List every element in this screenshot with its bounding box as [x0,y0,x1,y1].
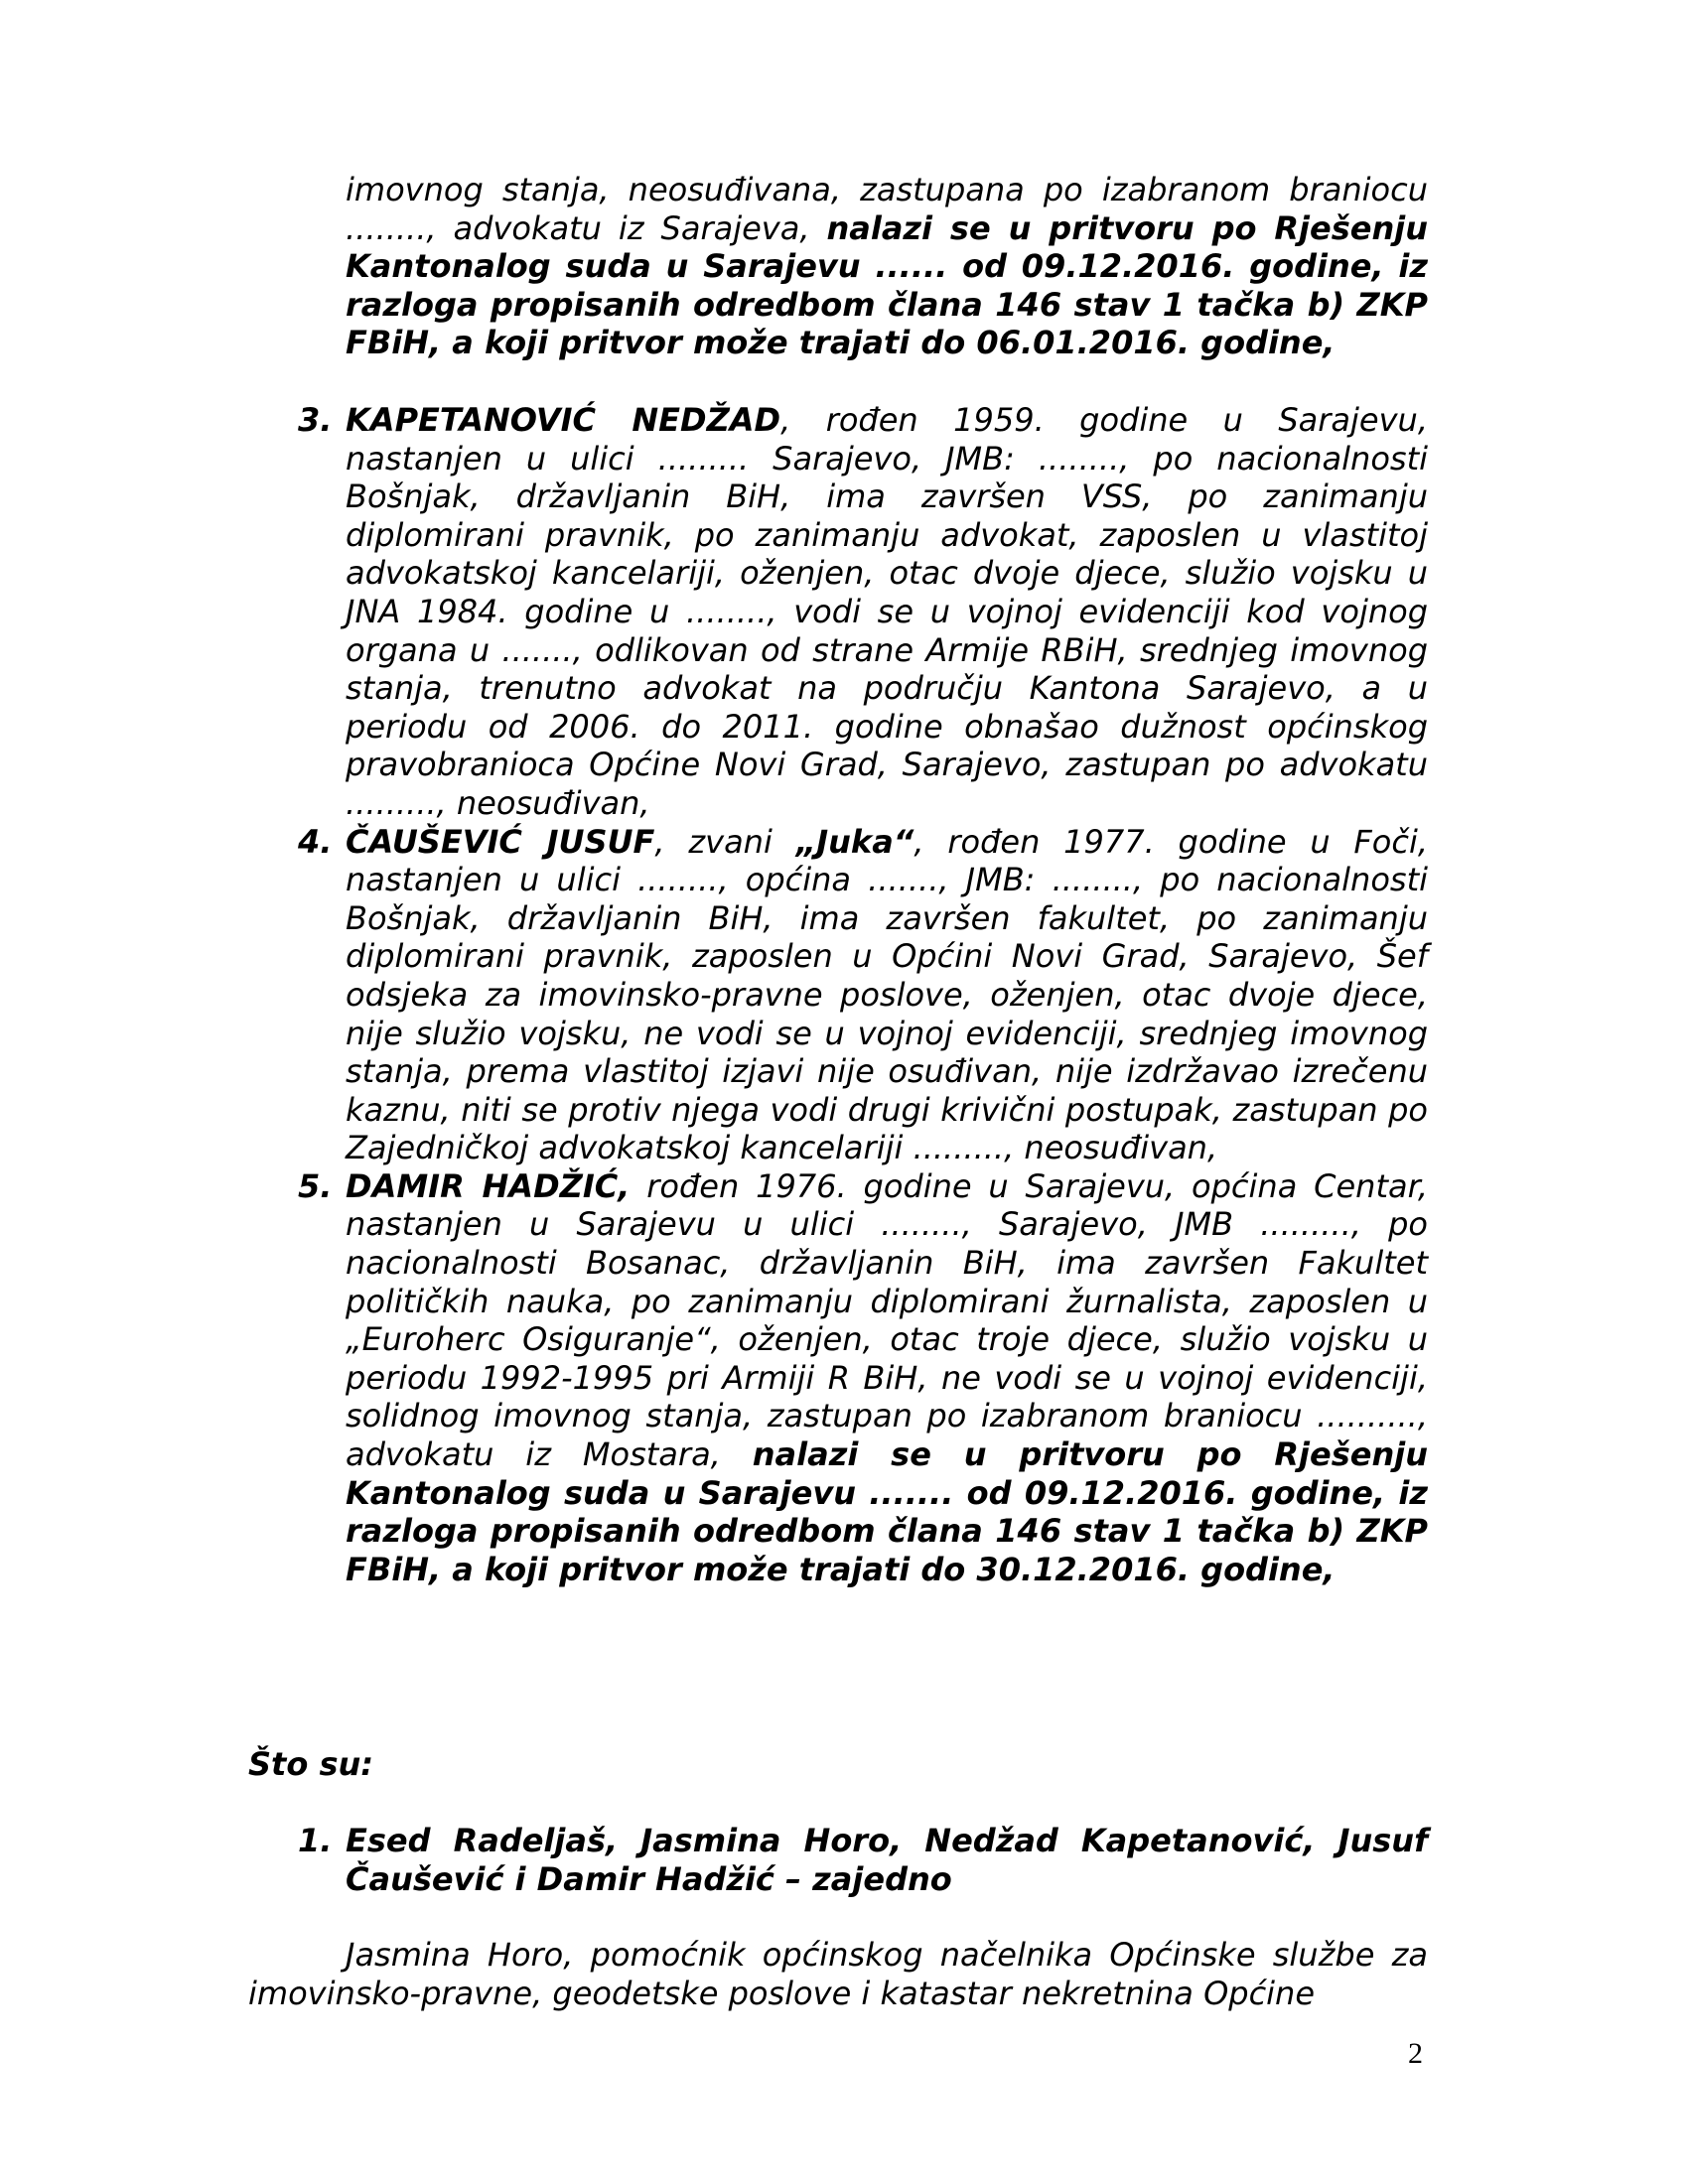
body-paragraph: Jasmina Horo, pomoćnik općinskog načelnika Općinske službe za imovinsko-pravne, geodetske poslove i katastar nekretnina Općine [248,1936,1428,2012]
defendant-details: , rođen 1959. godine u Sarajevu, nastanjen u ulici ......... Sarajevo, JMB: ........, po nacionalnosti Bošnjak, državljanin BiH, ima završen VSS, po zanimanju diplomirani pravnik, po zanimanju advokat, zaposlen u vlastitoj advokatskoj kancelariji, oženjen, otac dvoje djece, služio vojsku u JNA 1984. godine u ........, vodi se u vojnoj evidenciji kod vojnog organa u ......., odlikovan od strane Armije RBiH, srednjeg imovnog stanja, trenutno advokat na području Kantona Sarajevo, a u periodu od 2006. do 2011. godine obnašao dužnost općinskog pravobranioca Općine Novi Grad, Sarajevo, zastupan po advokatu ........., neosuđivan, [346,401,1429,822]
defendant-2-continuation [346,171,1428,362]
defendant-details: rođen 1976. godine u Sarajevu, općina Centar, nastanjen u Sarajevu u ulici ........, Sarajevo, JMB ........., po nacionalnosti Bosanac, državljanin BiH, ima završen Fakultet političkih nauka, po zanimanju diplomirani žurnalista, zaposlen u „Euroherc Osiguranje“, oženjen, otac troje djece, služio vojsku u periodu 1992-1995 pri Armiji R BiH, ne vodi se u vojnoj evidenciji, solidnog imovnog stanja, zastupan po izabranom braniocu .........., advokatu iz Mostara, [346,1166,1429,1474]
continuation-text: imovnog stanja, neosuđivana, zastupana po izabranom braniocu ........, advokatu iz Sarajeva, [346,171,1428,247]
defendant-detention-text: nalazi se u pritvoru po Rješenju Kantonalog suda u Sarajevu ....... od 09.12.2016. godine, iz razloga propisanih odredbom člana 146 stav 1 tačka b) ZKP FBiH, a koji pritvor može trajati do 30.12.2016. godine, [346,1435,1429,1588]
defendant-nickname: „Juka“ [795,822,914,861]
defendant-name: DAMIR HADŽIĆ, [346,1166,631,1205]
list-number: 4. [298,822,333,861]
continuation-detention-text: nalazi se u pritvoru po Rješenju Kantonalog suda u Sarajevu ...... od 09.12.2016. godine, iz razloga propisanih odredbom člana 146 stav 1 tačka b) ZKP FBiH, a koji pritvor može trajati do 06.01.2016. godine, [346,208,1429,362]
defendant-details: , rođen 1977. godine u Foči, nastanjen u ulici ........, općina ......., JMB: ........, po nacionalnosti Bošnjak, državljanin BiH, ima završen fakultet, po zanimanju diplomirani pravnik, zaposlen u Općini Novi Grad, Sarajevo, Šef odsjeka za imovinsko-pravne poslove, oženjen, otac dvoje djece, nije služio vojsku, ne vodi se u vojnoj evidenciji, srednjeg imovnog stanja, prema vlastitoj izjavi nije osuđivan, nije izdržavao izrečenu kaznu, niti se protiv njega vodi drugi krivični postupak, zastupan po Zajedničkoj advokatskoj kancelariji ........., neosuđivan, [346,822,1429,1167]
section-heading: Što su: [248,1745,374,1783]
list-number: 1. [298,1822,333,1859]
defendant-item [258,1167,1428,1589]
defendants-list [258,401,1428,1588]
count-title [258,1822,1428,1898]
defendant-name: ČAUŠEVIĆ JUSUF [346,822,655,861]
count-text: Esed Radeljaš, Jasmina Horo, Nedžad Kapetanović, Jusuf Čaušević i Damir Hadžić – zajedno [346,1822,1428,1898]
defendant-name-connector: , zvani [654,822,796,861]
defendant-item [258,823,1428,1167]
list-number: 3. [298,401,333,439]
list-number: 5. [298,1166,333,1205]
defendant-name: KAPETANOVIĆ NEDŽAD [346,401,781,439]
count-item [258,1822,1428,1898]
page-number: 2 [1408,2037,1423,2070]
defendant-item [258,401,1428,823]
